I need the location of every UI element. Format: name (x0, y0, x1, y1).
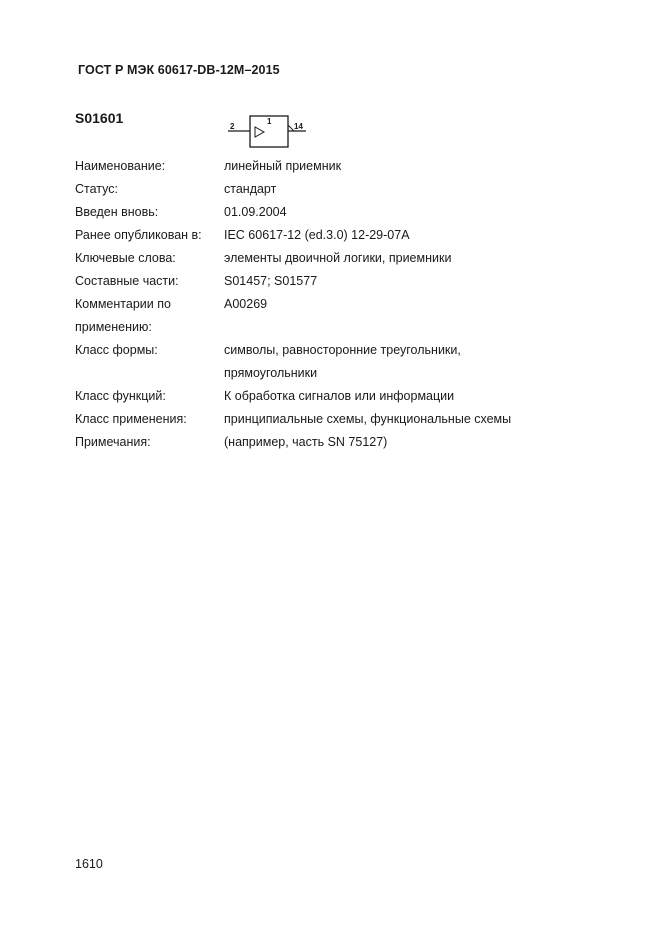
property-row (75, 362, 615, 385)
triangle-icon (255, 127, 264, 137)
symbol-output-pin-label: 14 (294, 122, 303, 131)
properties-list (75, 155, 615, 454)
property-row (75, 155, 615, 178)
property-label: Ключевые слова: (75, 251, 176, 265)
linear-receiver-symbol-icon (228, 112, 308, 152)
property-row (75, 270, 615, 293)
symbol-id: S01601 (75, 110, 124, 126)
property-row (75, 339, 615, 362)
property-value: элементы двоичной логики, приемники (224, 251, 452, 265)
property-value: IEC 60617-12 (ed.3.0) 12-29-07A (224, 228, 410, 242)
property-value: принципиальные схемы, функциональные схемы (224, 412, 512, 426)
property-label: применению: (75, 320, 152, 334)
property-value: прямоугольники (224, 366, 318, 380)
property-row (75, 385, 615, 408)
property-row (75, 408, 615, 431)
property-label: Класс функций: (75, 389, 166, 403)
property-row (75, 247, 615, 270)
property-label: Составные части: (75, 274, 179, 288)
property-label: Комментарии по (75, 297, 171, 311)
property-value: 01.09.2004 (224, 205, 287, 219)
property-value: (например, часть SN 75127) (224, 435, 388, 449)
property-row (75, 178, 615, 201)
symbol-qualifier-label: 1 (267, 117, 272, 126)
property-value: К обработка сигналов или информации (224, 389, 455, 403)
property-value: A00269 (224, 297, 268, 311)
property-value: символы, равносторонние треугольники, (224, 343, 461, 357)
property-row (75, 201, 615, 224)
property-label: Класс формы: (75, 343, 158, 357)
property-label: Статус: (75, 182, 118, 196)
page-number: 1610 (75, 857, 103, 871)
property-label: Класс применения: (75, 412, 187, 426)
property-value: стандарт (224, 182, 277, 196)
property-label: Наименование: (75, 159, 166, 173)
property-label: Ранее опубликован в: (75, 228, 202, 242)
property-label (75, 362, 224, 385)
document-header: ГОСТ Р МЭК 60617-DB-12M–2015 (78, 63, 280, 77)
property-row (75, 431, 615, 454)
property-value: S01457; S01577 (224, 274, 318, 288)
property-label: Примечания: (75, 435, 151, 449)
symbol-input-pin-label: 2 (230, 122, 235, 131)
property-label: Введен вновь: (75, 205, 159, 219)
property-value: линейный приемник (224, 159, 342, 173)
property-row (75, 293, 615, 316)
property-value (224, 316, 615, 339)
property-row (75, 224, 615, 247)
property-row (75, 316, 615, 339)
